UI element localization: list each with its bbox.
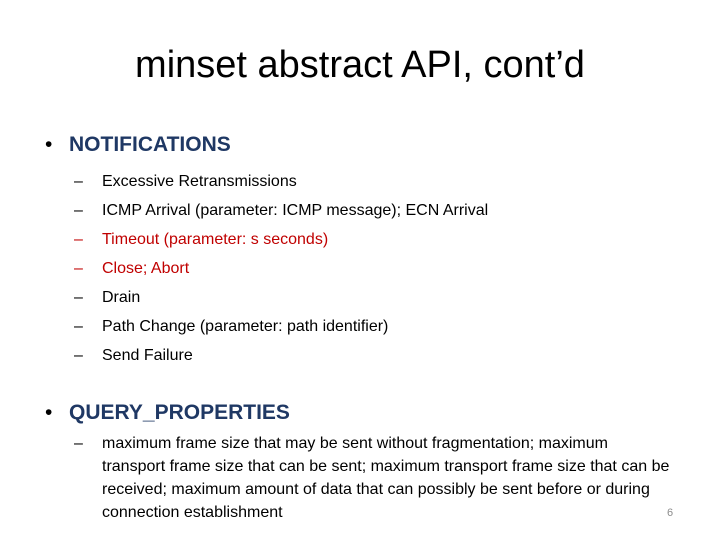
list-item-text: Timeout (parameter: s seconds): [102, 231, 329, 248]
list-item: [74, 345, 488, 374]
query-properties-item: [74, 432, 674, 524]
dash-icon: –: [74, 435, 83, 452]
page-number: 6: [667, 507, 674, 519]
bullet-icon: •: [45, 133, 53, 156]
list-item: [74, 200, 488, 229]
notifications-heading: [45, 133, 231, 157]
list-item-text: Close; Abort: [102, 260, 190, 277]
list-item-text: Path Change (parameter: path identifier): [102, 318, 389, 335]
list-item: [74, 171, 488, 200]
query-properties-heading: [45, 401, 290, 425]
notifications-heading-label: NOTIFICATIONS: [69, 133, 231, 156]
dash-icon: –: [74, 173, 83, 190]
bullet-icon: •: [45, 401, 53, 424]
list-item-text: Drain: [102, 289, 141, 306]
list-item: [74, 229, 488, 258]
list-item: [74, 258, 488, 287]
query-properties-heading-label: QUERY_PROPERTIES: [69, 401, 290, 424]
notifications-list: [74, 171, 488, 374]
slide-title: minset abstract API, cont’d: [135, 44, 585, 86]
list-item-text: Excessive Retransmissions: [102, 173, 297, 190]
dash-icon: –: [74, 347, 83, 364]
dash-icon: –: [74, 318, 83, 335]
dash-icon: –: [74, 231, 83, 248]
dash-icon: –: [74, 202, 83, 219]
dash-icon: –: [74, 289, 83, 306]
dash-icon: –: [74, 260, 83, 277]
list-item: [74, 316, 488, 345]
list-item-text: ICMP Arrival (parameter: ICMP message); ECN Arrival: [102, 202, 489, 219]
query-properties-text: maximum frame size that may be sent without fragmentation; maximum transport frame size that can be sent; maximum transport frame size that can be received; maximum amount of data that can possibly be sent before or during connection establishment: [102, 435, 670, 521]
list-item-text: Send Failure: [102, 347, 193, 364]
list-item: [74, 287, 488, 316]
